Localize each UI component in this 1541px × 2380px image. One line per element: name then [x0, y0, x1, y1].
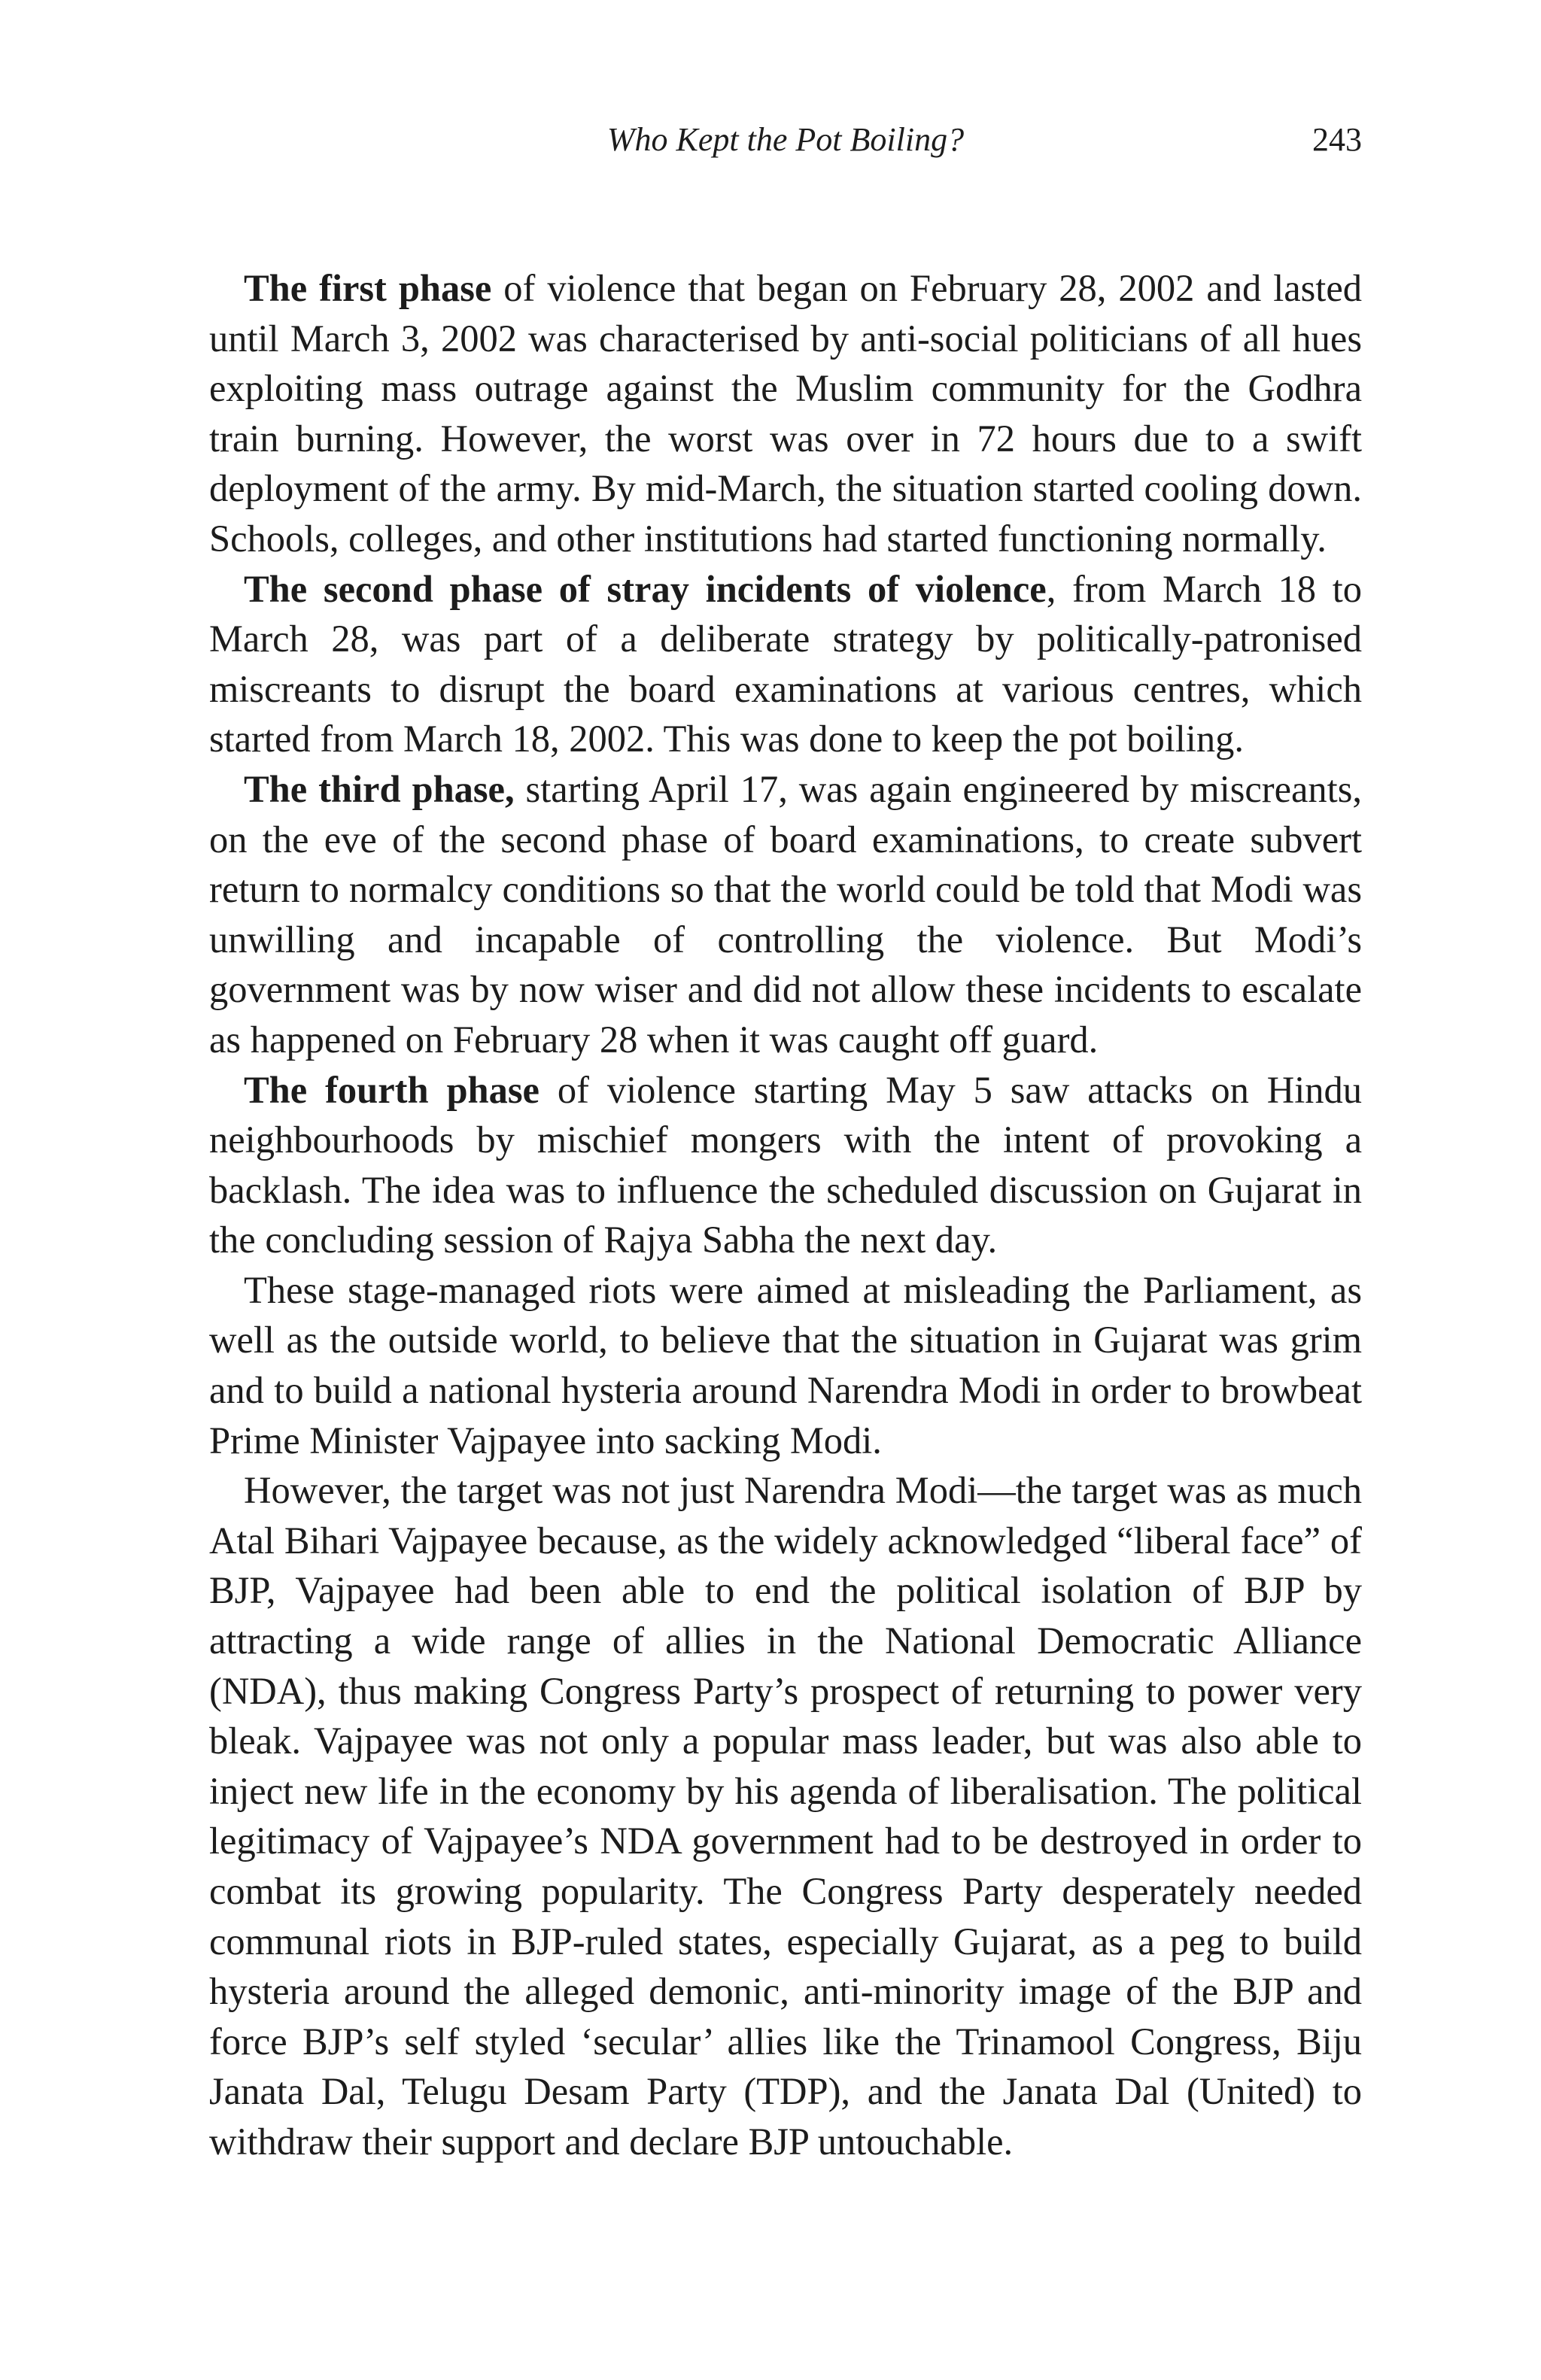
paragraph-fourth-phase [209, 1065, 1362, 1265]
paragraph-text: , from March 18 to March 28, was part of a deliberate strategy by politically-patronised miscreants to disrupt the board examinations at various centres, which started from March 18, 2002. This was done to keep the pot boiling. [209, 567, 1362, 760]
paragraph-text: These stage-managed riots were aimed at misleading the Parliament, as well as the outside world, to believe that the situation in Gujarat was grim and to build a national hysteria around Narendra Modi in order to browbeat Prime Minister Vajpayee into sacking Modi. [209, 1268, 1362, 1462]
paragraph-second-phase [209, 564, 1362, 764]
paragraph-target-vajpayee [209, 1465, 1362, 2166]
running-head [209, 117, 1362, 162]
paragraph-stage-managed-riots [209, 1265, 1362, 1465]
paragraph-third-phase [209, 764, 1362, 1065]
paragraph-first-phase [209, 263, 1362, 564]
paragraph-text: starting April 17, was again engineered by miscreants, on the eve of the second phase of board examinations, to create subvert return to normalcy conditions so that the world could be told that Modi was unwilling and incapable of controlling the violence. But Modi’s government was by now wiser and did not allow these incidents to escalate as happened on February 28 when it was caught off guard. [209, 767, 1362, 1061]
paragraph-lead-bold: The first phase [244, 267, 492, 309]
page-number: 243 [1312, 121, 1362, 158]
paragraph-lead-bold: The third phase, [244, 767, 515, 810]
running-title: Who Kept the Pot Boiling? [606, 121, 965, 158]
paragraph-lead-bold: The fourth phase [244, 1068, 540, 1111]
paragraph-text: However, the target was not just Narendra Modi—the target was as much Atal Bihari Vajpayee because, as the widely acknowledged “liberal face” of BJP, Vajpayee had been able to end the political isolation of BJP by attracting a wide range of allies in the National Democratic Alliance (NDA), thus making Congress Party’s prospect of returning to power very bleak. Vajpayee was not only a popular mass leader, but was also able to inject new life in the economy by his agenda of liberalisation. The political legitimacy of Vajpayee’s NDA government had to be destroyed in order to combat its growing popularity. The Congress Party desperately needed communal riots in BJP-ruled states, especially Gujarat, as a peg to build hysteria around the alleged demonic, anti-minority image of the BJP and force BJP’s self styled ‘secular’ allies like the Trinamool Congress, Biju Janata Dal, Telugu Desam Party (TDP), and the Janata Dal (United) to withdraw their support and declare BJP untouchable. [209, 1469, 1362, 2163]
paragraph-text: of violence starting May 5 saw attacks on Hindu neighbourhoods by mischief mongers with the intent of provoking a backlash. The idea was to influence the scheduled discussion on Gujarat in the concluding session of Rajya Sabha the next day. [209, 1068, 1362, 1261]
paragraph-lead-bold: The second phase of stray incidents of violence [244, 567, 1047, 610]
paragraph-text: of violence that began on February 28, 2002 and lasted until March 3, 2002 was characterised by anti-social politicians of all hues exploiting mass outrage against the Muslim community for the Godhra train burning. However, the worst was over in 72 hours due to a swift deployment of the army. By mid-March, the situation started cooling down. Schools, colleges, and other institutions had started functioning normally. [209, 267, 1362, 560]
body-text [209, 263, 1362, 2167]
